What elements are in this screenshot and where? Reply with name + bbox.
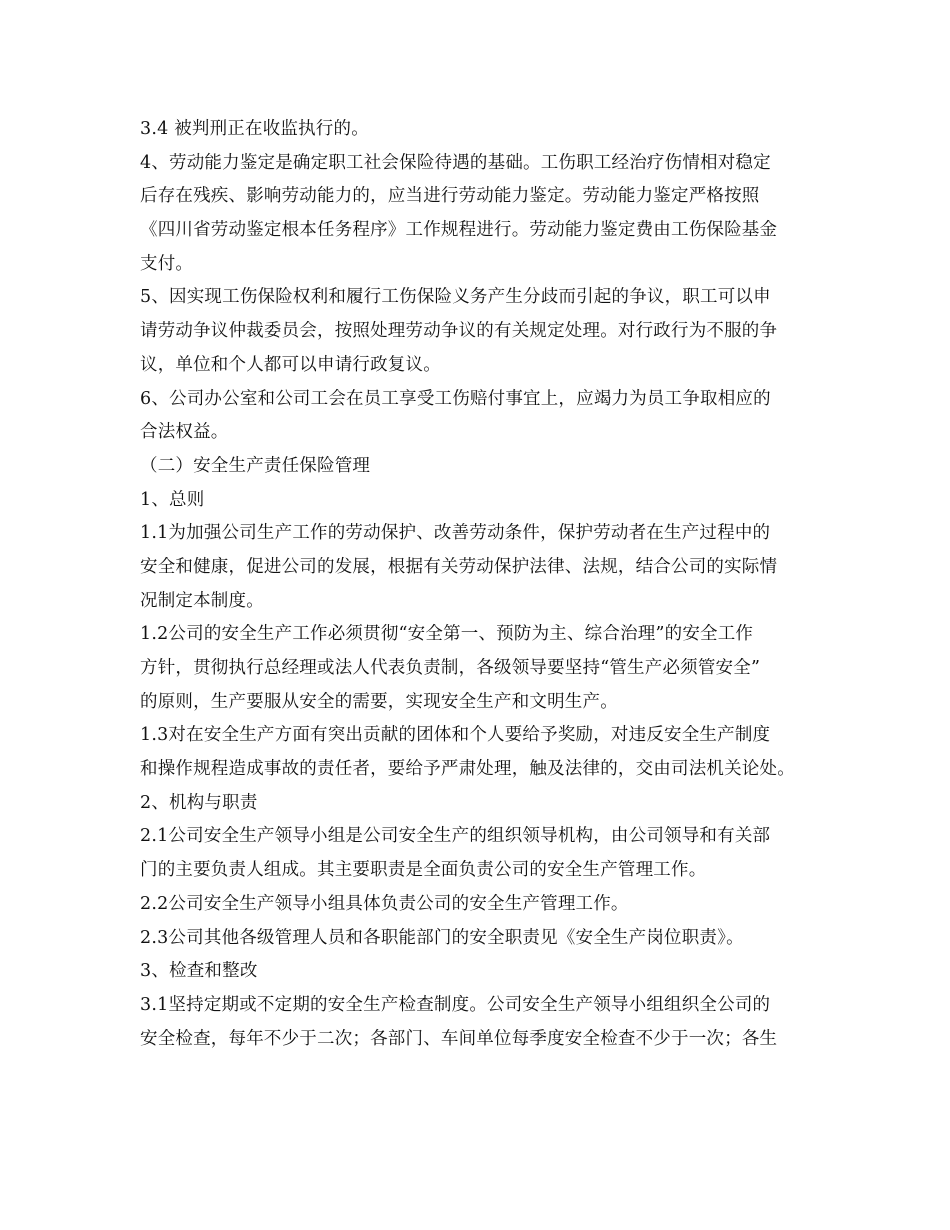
- body-text: [140, 113, 830, 1056]
- text-line: 3.1坚持定期或不定期的安全生产检查制度。公司安全生产领导小组组织全公司的: [140, 994, 771, 1015]
- text-line: 6、公司办公室和公司工会在员工享受工伤赔付事宜上，应竭力为员工争取相应的: [140, 388, 771, 409]
- text-line: 和操作规程造成事故的责任者，要给予严肃处理，触及法律的，交由司法机关论处。: [140, 759, 795, 780]
- text-line: 请劳动争议仲裁委员会，按照处理劳动争议的有关规定处理。对行政行为不服的争: [140, 321, 778, 342]
- text-line: 3.4 被判刑正在收监执行的。: [140, 119, 369, 139]
- text-line: 1.1为加强公司生产工作的劳动保护、改善劳动条件，保护劳动者在生产过程中的: [140, 523, 771, 544]
- text-line: 1.3对在安全生产方面有突出贡献的团体和个人要给予奖励，对违反安全生产制度: [140, 725, 771, 746]
- text-line: 2.3公司其他各级管理人员和各职能部门的安全职责见《安全生产岗位职责》。: [140, 927, 744, 948]
- text-line: 支付。: [140, 253, 194, 274]
- text-line: 2.1公司安全生产领导小组是公司安全生产的组织领导机构，由公司领导和有关部: [140, 826, 771, 847]
- text-line: 2.2公司安全生产领导小组具体负责公司的安全生产管理工作。: [140, 893, 629, 914]
- text-line: 后存在残疾、影响劳动能力的，应当进行劳动能力鉴定。劳动能力鉴定严格按照: [140, 186, 760, 207]
- text-line: 况制定本制度。: [140, 590, 264, 611]
- text-line: 5、因实现工伤保险权利和履行工伤保险义务产生分歧而引起的争议，职工可以申: [140, 287, 771, 308]
- text-line: 门的主要负责人组成。其主要职责是全面负责公司的安全生产管理工作。: [140, 860, 707, 881]
- subsection-heading: 2、机构与职责: [140, 792, 258, 813]
- text-line: 议，单位和个人都可以申请行政复议。: [140, 354, 441, 375]
- subsection-heading: 1、总则: [140, 489, 205, 510]
- section-heading: （二）安全生产责任保险管理: [140, 455, 371, 476]
- subsection-heading: 3、检查和整改: [140, 961, 258, 982]
- text-line: 安全检查，每年不少于二次；各部门、车间单位每季度安全检查不少于一次；各生: [140, 1028, 778, 1049]
- text-line: 方针，贯彻执行总经理或法人代表负责制，各级领导要坚持“管生产必须管安全”: [140, 658, 761, 678]
- text-line: 的原则，生产要服从安全的需要，实现安全生产和文明生产。: [140, 691, 618, 712]
- text-line: 合法权益。: [140, 422, 229, 443]
- text-line: 《四川省劳动鉴定根本任务程序》工作规程进行。劳动能力鉴定费由工伤保险基金: [140, 220, 778, 241]
- text-line: 4、劳动能力鉴定是确定职工社会保险待遇的基础。工伤职工经治疗伤情相对稳定: [140, 152, 771, 173]
- text-line: 安全和健康，促进公司的发展，根据有关劳动保护法律、法规，结合公司的实际情: [140, 556, 778, 577]
- text-line: 1.2公司的安全生产工作必须贯彻“安全第一、预防为主、综合治理”的安全工作: [140, 624, 754, 645]
